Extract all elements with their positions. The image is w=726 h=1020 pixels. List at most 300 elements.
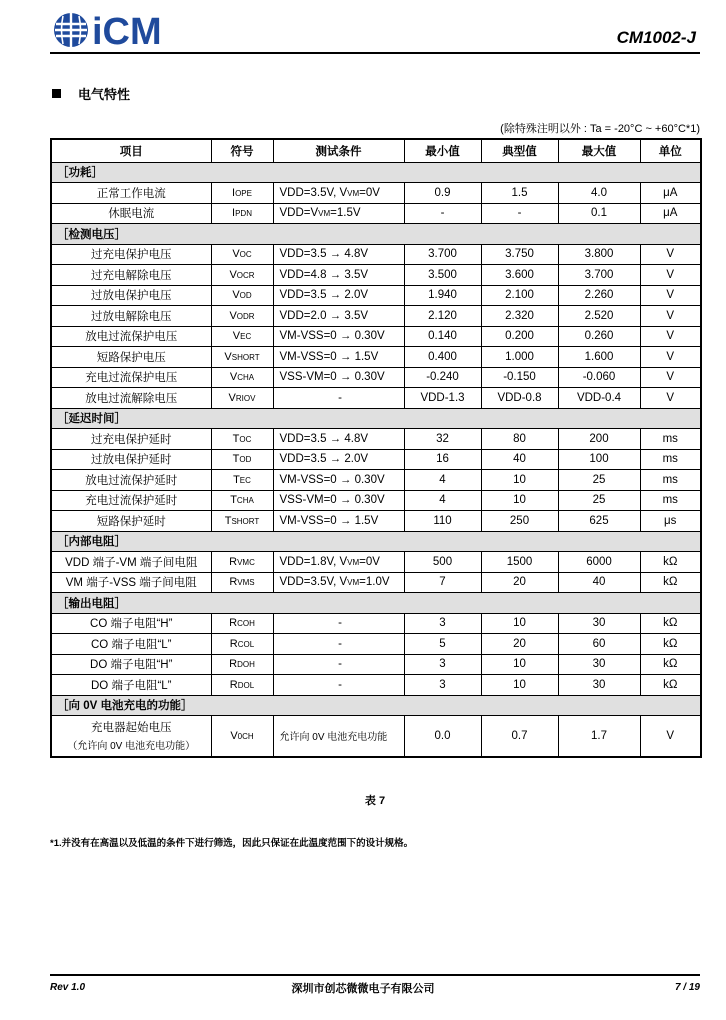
max-cell: 3.800 <box>558 244 640 265</box>
symbol-cell <box>211 654 273 675</box>
unit-cell: ms <box>640 490 701 511</box>
symbol-subscript: DOH <box>237 660 255 670</box>
symbol-main: V <box>232 248 240 261</box>
table-row <box>51 654 701 675</box>
item-name: 过放电保护电压 <box>91 290 172 303</box>
min-cell: 3 <box>404 675 481 696</box>
symbol-main: R <box>229 617 238 630</box>
symbol-subscript: ODR <box>236 311 255 321</box>
symbol-main: R <box>229 637 238 650</box>
item-name: CO 端子电阻“H” <box>90 618 173 631</box>
condition-text: VDD=3.5 → 2.0V <box>279 453 369 466</box>
symbol-main: V <box>230 729 238 742</box>
condition-text: VDD=4.8 → 3.5V <box>279 268 369 281</box>
item-name: 放电过流保护电压 <box>85 331 178 344</box>
condition-cell <box>273 367 404 388</box>
unit-cell: V <box>640 265 701 286</box>
table-caption: 表 7 <box>364 795 386 807</box>
typ-cell: - <box>481 203 558 224</box>
symbol-cell <box>211 326 273 347</box>
symbol-subscript: OCR <box>236 270 255 280</box>
max-cell: 100 <box>558 449 640 470</box>
globe-icon <box>54 13 88 47</box>
column-header: 典型值 <box>481 139 558 162</box>
condition-text: VDD=3.5V, V <box>279 186 348 199</box>
table-row <box>51 470 701 491</box>
symbol-main: I <box>232 207 236 220</box>
max-cell: 200 <box>558 429 640 450</box>
condition-cell <box>273 388 404 409</box>
min-cell: 1.940 <box>404 285 481 306</box>
symbol-main: T <box>232 453 240 466</box>
item-cell <box>51 347 211 368</box>
typ-cell: 10 <box>481 490 558 511</box>
item-cell <box>51 265 211 286</box>
symbol-cell <box>211 367 273 388</box>
condition-cell <box>273 203 404 224</box>
item-cell <box>51 654 211 675</box>
group-row <box>51 593 701 614</box>
unit-cell: ms <box>640 429 701 450</box>
condition-subscript: VM <box>347 188 360 198</box>
condition-cell <box>273 429 404 450</box>
table-row <box>51 306 701 327</box>
unit-cell: V <box>640 367 701 388</box>
item-cell <box>51 306 211 327</box>
symbol-cell <box>211 306 273 327</box>
item-name: 短路保护电压 <box>96 351 166 364</box>
unit-cell: V <box>640 306 701 327</box>
symbol-subscript: 0CH <box>237 731 254 741</box>
item-cell <box>51 470 211 491</box>
typ-cell: -0.150 <box>481 367 558 388</box>
max-cell: 0.260 <box>558 326 640 347</box>
group-title: ［向 0V 电池充电的功能］ <box>51 695 701 716</box>
table-row <box>51 388 701 409</box>
item-cell <box>51 326 211 347</box>
symbol-cell <box>211 552 273 573</box>
symbol-cell <box>211 203 273 224</box>
item-name: 过放电保护延时 <box>91 454 172 467</box>
min-cell: 3.700 <box>404 244 481 265</box>
table-row <box>51 244 701 265</box>
icm-logo <box>52 10 186 50</box>
group-title: ［检测电压］ <box>51 224 701 245</box>
condition-text: VM-VSS=0 → 0.30V <box>279 473 385 486</box>
symbol-main: V <box>232 289 240 302</box>
symbol-main: V <box>232 330 241 343</box>
item-cell <box>51 490 211 511</box>
symbol-main: R <box>229 555 238 568</box>
symbol-cell <box>211 347 273 368</box>
item-name: 过充电保护延时 <box>91 433 172 446</box>
unit-cell: V <box>640 244 701 265</box>
column-header: 测试条件 <box>273 139 404 162</box>
typ-cell: 1.000 <box>481 347 558 368</box>
symbol-subscript: VMS <box>237 578 255 588</box>
item-cell <box>51 285 211 306</box>
condition-text: =1.0V <box>359 576 390 589</box>
max-cell: 4.0 <box>558 183 640 204</box>
item-name: DO 端子电阻“H” <box>90 659 173 672</box>
typ-cell: 20 <box>481 634 558 655</box>
symbol-cell <box>211 429 273 450</box>
max-cell: 30 <box>558 675 640 696</box>
min-cell: 110 <box>404 511 481 532</box>
typ-cell: 1.5 <box>481 183 558 204</box>
item-cell <box>51 244 211 265</box>
revision: Rev 1.0 <box>50 982 86 993</box>
typ-cell: 2.100 <box>481 285 558 306</box>
min-cell: -0.240 <box>404 367 481 388</box>
symbol-cell <box>211 572 273 593</box>
unit-cell: V <box>640 388 701 409</box>
unit-cell: V <box>640 285 701 306</box>
unit-cell: kΩ <box>640 572 701 593</box>
symbol-main: T <box>232 432 240 445</box>
condition-text: VDD=2.0 → 3.5V <box>279 309 369 322</box>
max-cell: 2.520 <box>558 306 640 327</box>
table-row <box>51 265 701 286</box>
symbol-main: R <box>229 576 238 589</box>
symbol-cell <box>211 716 273 757</box>
table-row <box>51 572 701 593</box>
table-row <box>51 552 701 573</box>
table-row <box>51 490 701 511</box>
max-cell: 1.600 <box>558 347 640 368</box>
item-name: 短路保护延时 <box>96 515 166 528</box>
condition-text: - <box>338 678 342 691</box>
item-note: （允许向 0V 电池充电功能） <box>67 741 196 753</box>
logo-wordmark: iCM <box>92 11 162 50</box>
group-row <box>51 695 701 716</box>
table-row <box>51 675 701 696</box>
condition-cell <box>273 716 404 757</box>
symbol-main: T <box>233 473 240 486</box>
typ-cell: 40 <box>481 449 558 470</box>
column-header: 符号 <box>211 139 273 162</box>
unit-cell: kΩ <box>640 654 701 675</box>
symbol-subscript: EC <box>239 475 251 485</box>
item-name: 过充电解除电压 <box>91 269 172 282</box>
max-cell: 25 <box>558 470 640 491</box>
item-cell <box>51 572 211 593</box>
max-cell: 40 <box>558 572 640 593</box>
unit-cell: kΩ <box>640 613 701 634</box>
square-bullet-icon <box>52 89 61 98</box>
symbol-subscript: COH <box>237 619 255 629</box>
symbol-subscript: PDN <box>235 209 252 219</box>
min-cell: VDD-1.3 <box>404 388 481 409</box>
item-name: 充电器起始电压 <box>91 722 172 735</box>
min-cell: 32 <box>404 429 481 450</box>
condition-text: VSS-VM=0 → 0.30V <box>279 494 385 507</box>
group-row <box>51 408 701 429</box>
column-header: 项目 <box>51 139 211 162</box>
typ-cell: 10 <box>481 470 558 491</box>
symbol-main: R <box>229 658 238 671</box>
group-title: ［输出电阻］ <box>51 593 701 614</box>
footnote: *1.并没有在高温以及低温的条件下进行筛选，因此只保证在此温度范围下的设计规格。 <box>50 838 414 849</box>
symbol-subscript: SHORT <box>231 352 260 362</box>
max-cell: 6000 <box>558 552 640 573</box>
unit-cell: ms <box>640 449 701 470</box>
item-name: CO 端子电阻“L” <box>91 638 172 651</box>
page-number: 7 / 19 <box>674 982 700 993</box>
condition-text: VDD=3.5V, V <box>279 576 348 589</box>
symbol-main: R <box>229 678 238 691</box>
min-cell: 3.500 <box>404 265 481 286</box>
condition-cell <box>273 470 404 491</box>
header-rule <box>50 52 700 54</box>
symbol-main: V <box>224 350 232 363</box>
typ-cell: 10 <box>481 654 558 675</box>
document-id: CM1002-J <box>616 28 696 47</box>
condition-text: 允许向 0V 电池充电功能 <box>279 732 388 744</box>
max-cell: VDD-0.4 <box>558 388 640 409</box>
symbol-main: T <box>230 494 237 507</box>
condition-text: VSS-VM=0 → 0.30V <box>279 371 385 384</box>
unit-cell: kΩ <box>640 634 701 655</box>
condition-text: - <box>338 617 342 630</box>
item-name: 放电过流保护延时 <box>85 474 178 487</box>
condition-cell <box>273 511 404 532</box>
symbol-subscript: OC <box>239 434 252 444</box>
condition-note: (除特殊注明以外 : Ta = -20°C ~ +60°C*1) <box>500 123 700 135</box>
min-cell: 0.400 <box>404 347 481 368</box>
symbol-subscript: DOL <box>237 680 255 690</box>
table-row <box>51 183 701 204</box>
item-name: DO 端子电阻“L” <box>91 679 172 692</box>
column-header: 单位 <box>640 139 701 162</box>
item-cell <box>51 716 211 757</box>
group-row <box>51 531 701 552</box>
company-name: 深圳市创芯微微电子有限公司 <box>291 983 435 995</box>
item-cell <box>51 634 211 655</box>
symbol-cell <box>211 285 273 306</box>
condition-subscript: VM <box>347 557 360 567</box>
max-cell: 625 <box>558 511 640 532</box>
group-row <box>51 162 701 183</box>
item-cell <box>51 511 211 532</box>
condition-cell <box>273 285 404 306</box>
item-name: 休眠电流 <box>108 208 155 221</box>
symbol-cell <box>211 265 273 286</box>
item-name: 放电过流解除电压 <box>85 392 178 405</box>
condition-text: =0V <box>359 186 380 199</box>
table-row <box>51 613 701 634</box>
condition-cell <box>273 634 404 655</box>
typ-cell: 3.750 <box>481 244 558 265</box>
table-header-row <box>51 139 701 162</box>
condition-cell <box>273 306 404 327</box>
symbol-subscript: SHORT <box>231 516 260 526</box>
table-row <box>51 347 701 368</box>
symbol-subscript: CHA <box>236 496 254 506</box>
condition-text: VDD=3.5 → 2.0V <box>279 289 369 302</box>
symbol-main: T <box>224 514 232 527</box>
symbol-subscript: OD <box>239 291 252 301</box>
table-row <box>51 716 701 757</box>
min-cell: 7 <box>404 572 481 593</box>
symbol-main: V <box>229 268 237 281</box>
typ-cell: 80 <box>481 429 558 450</box>
condition-text: =1.5V <box>330 207 361 220</box>
condition-cell <box>273 490 404 511</box>
table-row <box>51 449 701 470</box>
group-row <box>51 224 701 245</box>
item-cell <box>51 367 211 388</box>
symbol-cell <box>211 449 273 470</box>
symbol-subscript: OD <box>239 455 252 465</box>
symbol-subscript: OC <box>239 250 252 260</box>
condition-text: VDD=V <box>279 207 319 220</box>
symbol-cell <box>211 511 273 532</box>
min-cell: 3 <box>404 654 481 675</box>
column-header: 最小值 <box>404 139 481 162</box>
typ-cell: 250 <box>481 511 558 532</box>
unit-cell: V <box>640 347 701 368</box>
symbol-main: V <box>229 309 237 322</box>
min-cell: 3 <box>404 613 481 634</box>
symbol-cell <box>211 183 273 204</box>
unit-cell: V <box>640 326 701 347</box>
max-cell: 1.7 <box>558 716 640 757</box>
symbol-cell <box>211 490 273 511</box>
condition-cell <box>273 675 404 696</box>
max-cell: 30 <box>558 654 640 675</box>
condition-text: VDD=3.5 → 4.8V <box>279 248 369 261</box>
symbol-cell <box>211 470 273 491</box>
symbol-cell <box>211 613 273 634</box>
item-name: 过充电保护电压 <box>91 249 172 262</box>
item-cell <box>51 203 211 224</box>
group-title: ［内部电阻］ <box>51 531 701 552</box>
condition-text: VM-VSS=0 → 1.5V <box>279 350 379 363</box>
electrical-characteristics-table <box>50 138 702 758</box>
item-cell <box>51 552 211 573</box>
typ-cell: 10 <box>481 613 558 634</box>
symbol-cell <box>211 634 273 655</box>
condition-text: VM-VSS=0 → 0.30V <box>279 330 385 343</box>
condition-text: - <box>338 658 342 671</box>
condition-text: VDD=1.8V, V <box>279 555 348 568</box>
condition-subscript: VM <box>347 578 360 588</box>
min-cell: 4 <box>404 490 481 511</box>
item-name: 充电过流保护延时 <box>85 495 178 508</box>
group-title: ［功耗］ <box>51 162 701 183</box>
table-row <box>51 429 701 450</box>
min-cell: 0.9 <box>404 183 481 204</box>
min-cell: 4 <box>404 470 481 491</box>
condition-text: =0V <box>359 555 380 568</box>
symbol-subscript: COL <box>237 639 255 649</box>
max-cell: 25 <box>558 490 640 511</box>
item-cell <box>51 449 211 470</box>
typ-cell: 1500 <box>481 552 558 573</box>
table-row <box>51 326 701 347</box>
min-cell: 2.120 <box>404 306 481 327</box>
symbol-subscript: CHA <box>237 373 255 383</box>
min-cell: 5 <box>404 634 481 655</box>
min-cell: 500 <box>404 552 481 573</box>
item-cell <box>51 183 211 204</box>
max-cell: 30 <box>558 613 640 634</box>
symbol-main: V <box>228 391 236 404</box>
condition-subscript: VM <box>318 209 331 219</box>
symbol-cell <box>211 675 273 696</box>
typ-cell: 2.320 <box>481 306 558 327</box>
item-cell <box>51 388 211 409</box>
condition-cell <box>273 326 404 347</box>
item-cell <box>51 429 211 450</box>
item-cell <box>51 675 211 696</box>
unit-cell: V <box>640 716 701 757</box>
condition-text: - <box>338 391 342 404</box>
condition-cell <box>273 552 404 573</box>
unit-cell: μA <box>640 183 701 204</box>
condition-cell <box>273 449 404 470</box>
max-cell: 2.260 <box>558 285 640 306</box>
min-cell: 16 <box>404 449 481 470</box>
max-cell: 60 <box>558 634 640 655</box>
condition-text: - <box>338 637 342 650</box>
symbol-subscript: EC <box>240 332 252 342</box>
table-row <box>51 367 701 388</box>
max-cell: 3.700 <box>558 265 640 286</box>
column-header: 最大值 <box>558 139 640 162</box>
typ-cell: 20 <box>481 572 558 593</box>
table-row <box>51 511 701 532</box>
condition-cell <box>273 347 404 368</box>
item-name: VM 端子-VSS 端子间电阻 <box>65 577 197 590</box>
max-cell: -0.060 <box>558 367 640 388</box>
table-row <box>51 203 701 224</box>
table-row <box>51 285 701 306</box>
condition-cell <box>273 654 404 675</box>
typ-cell: 0.7 <box>481 716 558 757</box>
item-name: 正常工作电流 <box>96 187 166 200</box>
unit-cell: ms <box>640 470 701 491</box>
item-name: VDD 端子-VM 端子间电阻 <box>65 556 198 569</box>
symbol-subscript: RIOV <box>235 393 256 403</box>
group-title: ［延迟时间］ <box>51 408 701 429</box>
item-name: 充电过流保护电压 <box>85 372 178 385</box>
condition-cell <box>273 613 404 634</box>
item-cell <box>51 613 211 634</box>
condition-text: VM-VSS=0 → 1.5V <box>279 514 379 527</box>
symbol-subscript: OPE <box>235 188 252 198</box>
min-cell: 0.0 <box>404 716 481 757</box>
typ-cell: VDD-0.8 <box>481 388 558 409</box>
condition-cell <box>273 244 404 265</box>
unit-cell: kΩ <box>640 552 701 573</box>
section-title: 电气特性 <box>78 87 131 102</box>
condition-cell <box>273 265 404 286</box>
table-row <box>51 634 701 655</box>
unit-cell: kΩ <box>640 675 701 696</box>
section-heading <box>52 84 130 103</box>
symbol-cell <box>211 244 273 265</box>
item-name: 过放电解除电压 <box>91 310 172 323</box>
typ-cell: 10 <box>481 675 558 696</box>
symbol-subscript: VMC <box>237 557 255 567</box>
symbol-main: V <box>229 371 238 384</box>
typ-cell: 0.200 <box>481 326 558 347</box>
condition-text: VDD=3.5 → 4.8V <box>279 432 369 445</box>
max-cell: 0.1 <box>558 203 640 224</box>
unit-cell: μA <box>640 203 701 224</box>
